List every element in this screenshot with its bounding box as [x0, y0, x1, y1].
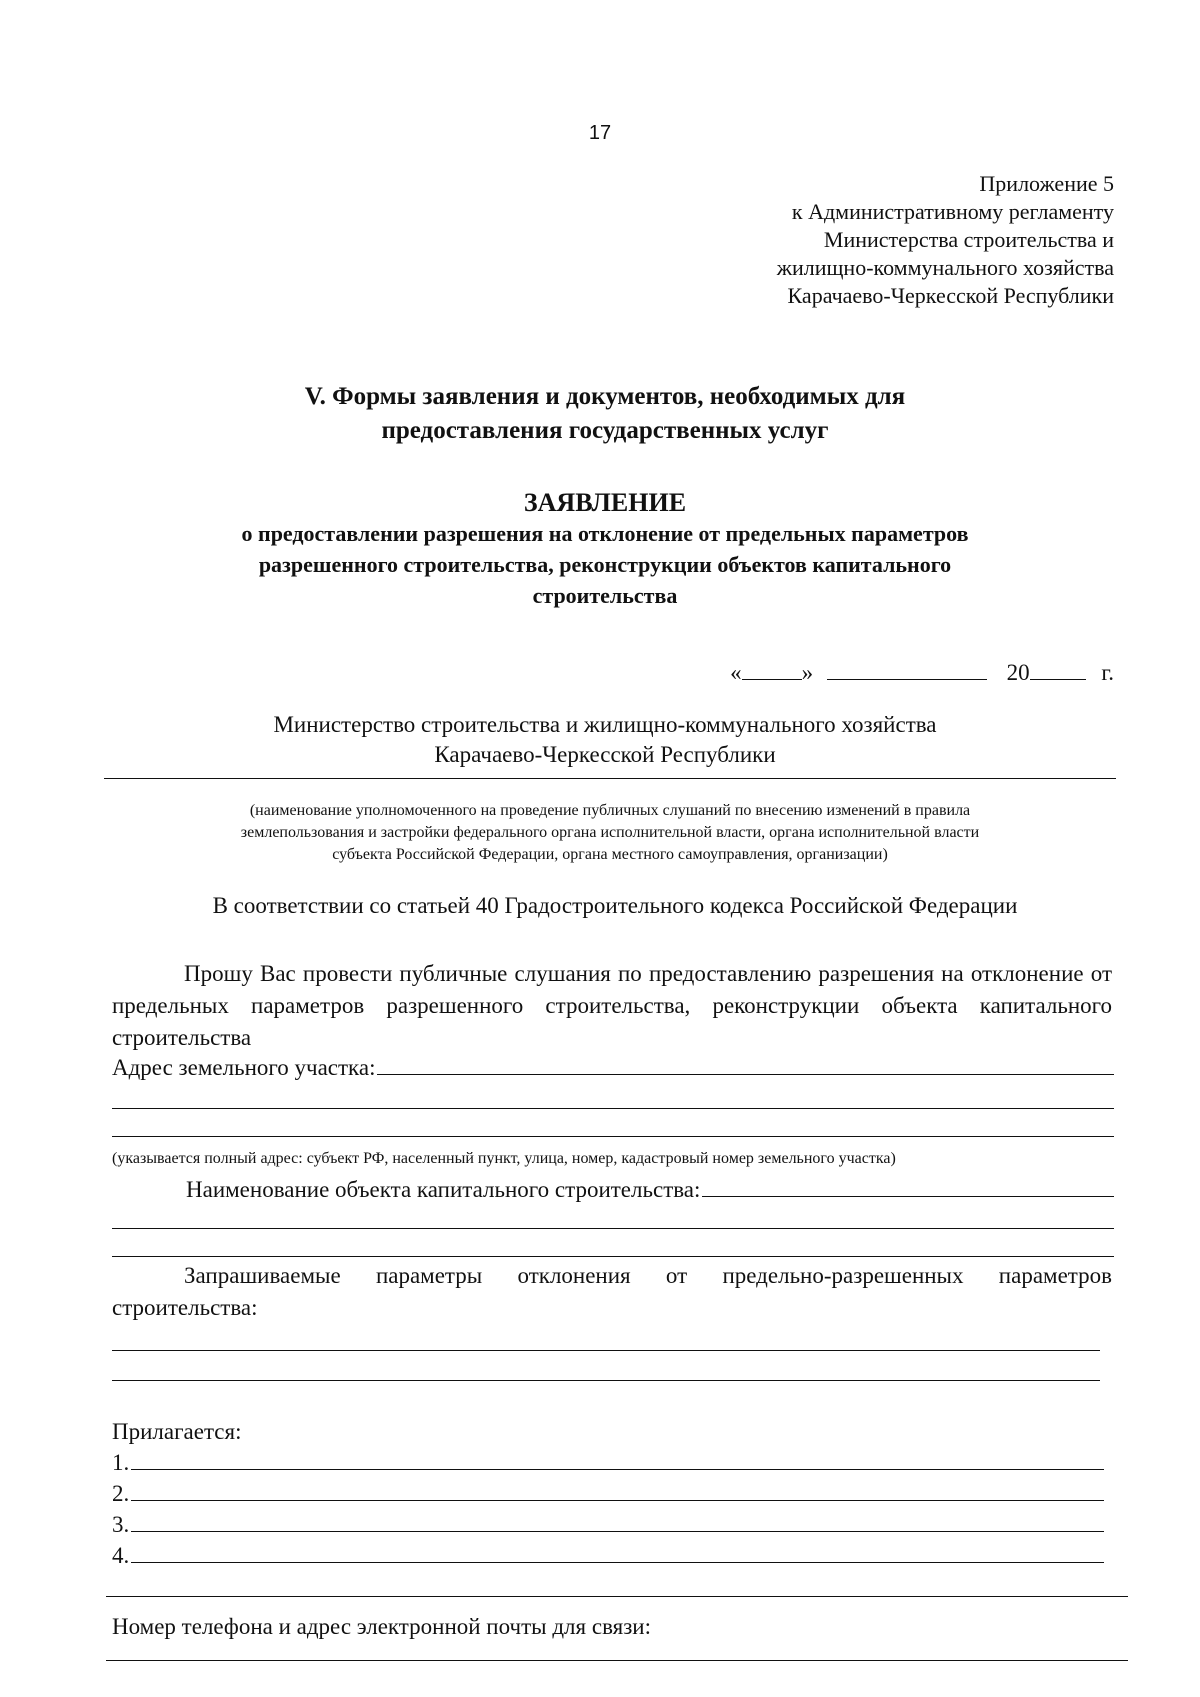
appendix-line: Министерства строительства и [823, 227, 1114, 252]
date-close-quote: » [801, 660, 814, 685]
appendix-reference [777, 170, 1114, 310]
attached-item [112, 1480, 1104, 1507]
land-address-label: Адрес земельного участка: [112, 1055, 376, 1080]
year-field[interactable] [1030, 661, 1086, 680]
object-name-label: Наименование объекта капитального строительства: [186, 1177, 701, 1202]
subtitle-line: строительства [532, 583, 678, 608]
object-name-row [186, 1176, 1114, 1203]
object-name-field-line[interactable] [112, 1256, 1114, 1257]
date-line [730, 660, 1114, 686]
attached-label: Прилагается: [112, 1419, 242, 1444]
attached-item-number: 2. [112, 1481, 130, 1506]
year-prefix: 20 [1006, 660, 1030, 685]
attached-item-field[interactable] [131, 1511, 1104, 1532]
object-name-field[interactable] [702, 1176, 1114, 1197]
object-name-field-line[interactable] [112, 1228, 1114, 1229]
land-address-field[interactable] [377, 1054, 1114, 1075]
date-open-quote: « [730, 660, 742, 685]
statement-title: ЗАЯВЛЕНИЕ [523, 488, 687, 517]
appendix-line: Приложение 5 [979, 171, 1114, 196]
params-paragraph: Запрашиваемые параметры отклонения от предельно-разрешенных параметров строительства: [112, 1263, 1112, 1320]
accordance-statement: В соответствии со статьей 40 Градостроительного кодекса Российской Федерации [212, 893, 1018, 918]
land-address-note: (указывается полный адрес: субъект РФ, населенный пункт, улица, номер, кадастровый номер земельного участка) [112, 1150, 896, 1167]
authority-name [150, 710, 1060, 770]
land-address-row [112, 1054, 1114, 1081]
day-field[interactable] [742, 661, 802, 680]
month-field[interactable] [827, 661, 987, 680]
contacts-field-line[interactable] [106, 1660, 1128, 1661]
section-title-line: предоставления государственных услуг [381, 417, 829, 444]
attachments-end-line[interactable] [106, 1596, 1128, 1597]
page-number: 17 [588, 122, 612, 144]
attached-item-field[interactable] [131, 1542, 1104, 1563]
attached-item-number: 3. [112, 1512, 130, 1537]
year-suffix: г. [1101, 660, 1114, 685]
subtitle-line: о предоставлении разрешения на отклонение от предельных параметров [241, 521, 969, 546]
request-paragraph: Прошу Вас провести публичные слушания по предоставлению разрешения на отклонение от предельных параметров разрешенного строительства, реконструкции объекта капитального строительства [112, 961, 1112, 1050]
params-field-line[interactable] [112, 1380, 1100, 1381]
attached-item-number: 1. [112, 1450, 130, 1475]
attached-item-number: 4. [112, 1543, 130, 1568]
note-line: (наименование уполномоченного на проведение публичных слушаний по внесению изменений в правила [249, 802, 971, 819]
authority-line: Карачаево-Черкесской Республики [434, 742, 776, 767]
authority-line: Министерство строительства и жилищно-коммунального хозяйства [273, 712, 937, 737]
attached-item [112, 1449, 1104, 1476]
note-line: субъекта Российской Федерации, органа местного самоуправления, организации) [332, 846, 888, 863]
attached-item [112, 1511, 1104, 1538]
appendix-line: к Административному регламенту [791, 199, 1114, 224]
section-title-line: V. Формы заявления и документов, необходимых для [304, 383, 906, 410]
land-address-field-line[interactable] [112, 1136, 1114, 1137]
subtitle-line: разрешенного строительства, реконструкции объектов капитального [258, 552, 952, 577]
statement-subtitle [160, 518, 1050, 611]
attached-item [112, 1542, 1104, 1569]
appendix-line: жилищно-коммунального хозяйства [776, 255, 1114, 280]
appendix-line: Карачаево-Черкесской Республики [787, 283, 1114, 308]
authority-note [140, 800, 1080, 866]
authority-underline [104, 778, 1116, 779]
contacts-label: Номер телефона и адрес электронной почты для связи: [112, 1614, 651, 1639]
land-address-field-line[interactable] [112, 1108, 1114, 1109]
attached-item-field[interactable] [131, 1449, 1104, 1470]
note-line: землепользования и застройки федерального органа исполнительной власти, органа исполнительной власти [240, 824, 980, 841]
params-field-line[interactable] [112, 1350, 1100, 1351]
attached-item-field[interactable] [131, 1480, 1104, 1501]
section-title [150, 380, 1060, 448]
